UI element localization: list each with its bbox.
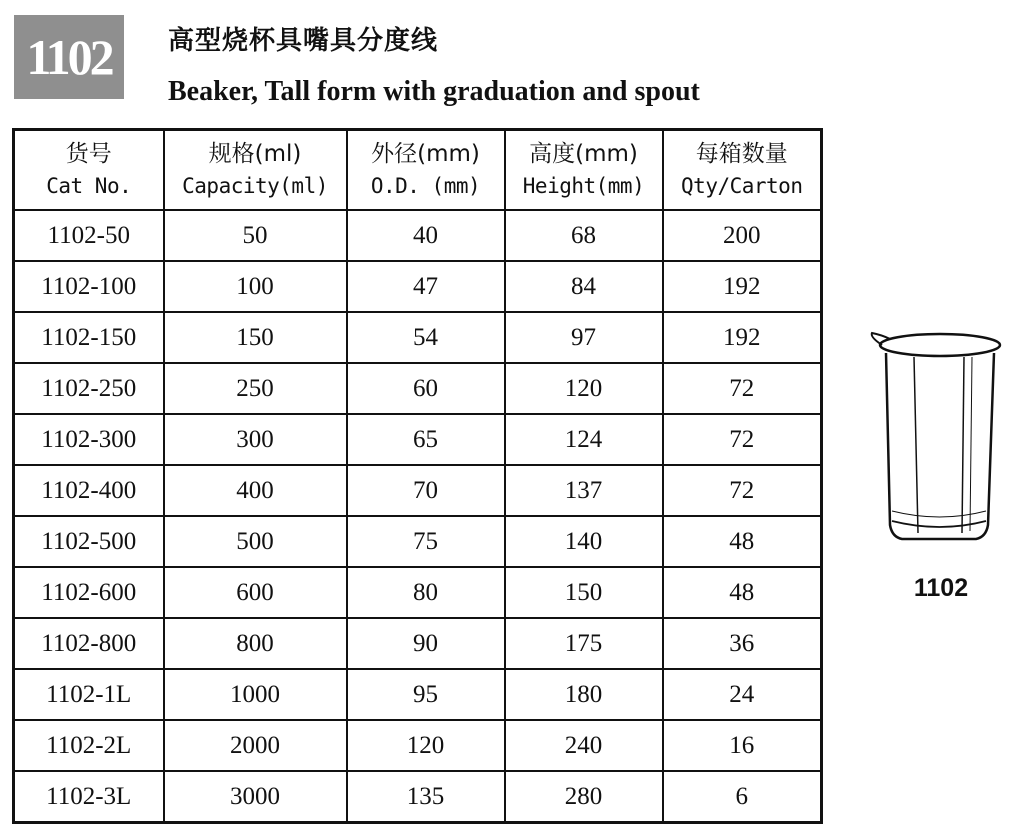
table-cell: 137	[505, 465, 663, 516]
table-row	[14, 567, 822, 618]
table-cell: 1000	[164, 669, 347, 720]
table-cell: 800	[164, 618, 347, 669]
table-cell: 50	[164, 210, 347, 261]
column-header: 每箱数量 Qty/Carton	[663, 130, 822, 211]
table-cell: 1102-300	[14, 414, 164, 465]
table-cell: 90	[347, 618, 505, 669]
table-cell: 200	[663, 210, 822, 261]
table-row	[14, 516, 822, 567]
table-cell: 175	[505, 618, 663, 669]
table-cell: 84	[505, 261, 663, 312]
table-cell: 1102-600	[14, 567, 164, 618]
table-cell: 1102-800	[14, 618, 164, 669]
column-header: 高度(mm) Height(mm)	[505, 130, 663, 211]
table-cell: 75	[347, 516, 505, 567]
table-cell: 65	[347, 414, 505, 465]
table-cell: 150	[505, 567, 663, 618]
column-header: 外径(mm) O.D. (mm)	[347, 130, 505, 211]
column-header: 规格(ml) Capacity(ml)	[164, 130, 347, 211]
table-cell: 3000	[164, 771, 347, 823]
table-cell: 192	[663, 312, 822, 363]
table-cell: 47	[347, 261, 505, 312]
table-cell: 2000	[164, 720, 347, 771]
table-cell: 1102-250	[14, 363, 164, 414]
table-row	[14, 669, 822, 720]
table-cell: 6	[663, 771, 822, 823]
title-chinese: 高型烧杯具嘴具分度线	[168, 26, 439, 56]
table-cell: 16	[663, 720, 822, 771]
table-cell: 48	[663, 516, 822, 567]
table-cell: 120	[347, 720, 505, 771]
table-cell: 300	[164, 414, 347, 465]
table-cell: 500	[164, 516, 347, 567]
table-row	[14, 414, 822, 465]
table-row	[14, 771, 822, 823]
table-cell: 95	[347, 669, 505, 720]
table-cell: 72	[663, 465, 822, 516]
table-cell: 1102-3L	[14, 771, 164, 823]
table-cell: 80	[347, 567, 505, 618]
table-cell: 180	[505, 669, 663, 720]
column-header: 货号 Cat No.	[14, 130, 164, 211]
spec-table	[12, 128, 823, 824]
table-cell: 1102-500	[14, 516, 164, 567]
table-cell: 24	[663, 669, 822, 720]
table-cell: 1102-400	[14, 465, 164, 516]
table-cell: 1102-2L	[14, 720, 164, 771]
table-cell: 135	[347, 771, 505, 823]
table-cell: 120	[505, 363, 663, 414]
table-cell: 48	[663, 567, 822, 618]
table-row	[14, 261, 822, 312]
table-cell: 600	[164, 567, 347, 618]
table-cell: 68	[505, 210, 663, 261]
table-cell: 60	[347, 363, 505, 414]
table-row	[14, 618, 822, 669]
table-cell: 150	[164, 312, 347, 363]
table-cell: 192	[663, 261, 822, 312]
figure-caption: 1102	[913, 574, 969, 602]
table-header-row	[14, 130, 822, 211]
table-row	[14, 465, 822, 516]
table-cell: 72	[663, 363, 822, 414]
table-cell: 140	[505, 516, 663, 567]
table-cell: 280	[505, 771, 663, 823]
table-row	[14, 312, 822, 363]
table-cell: 100	[164, 261, 347, 312]
table-cell: 54	[347, 312, 505, 363]
table-row	[14, 363, 822, 414]
table-cell: 124	[505, 414, 663, 465]
table-cell: 250	[164, 363, 347, 414]
table-row	[14, 720, 822, 771]
table-cell: 1102-100	[14, 261, 164, 312]
table-cell: 240	[505, 720, 663, 771]
table-cell: 36	[663, 618, 822, 669]
beaker-icon	[866, 325, 1006, 555]
title-english: Beaker, Tall form with graduation and spout	[168, 76, 700, 107]
table-cell: 40	[347, 210, 505, 261]
table-cell: 72	[663, 414, 822, 465]
table-cell: 400	[164, 465, 347, 516]
table-cell: 1102-50	[14, 210, 164, 261]
table-cell: 1102-150	[14, 312, 164, 363]
table-cell: 1102-1L	[14, 669, 164, 720]
catalog-code-badge: 1102	[14, 15, 124, 99]
table-cell: 97	[505, 312, 663, 363]
table-cell: 70	[347, 465, 505, 516]
table-row	[14, 210, 822, 261]
